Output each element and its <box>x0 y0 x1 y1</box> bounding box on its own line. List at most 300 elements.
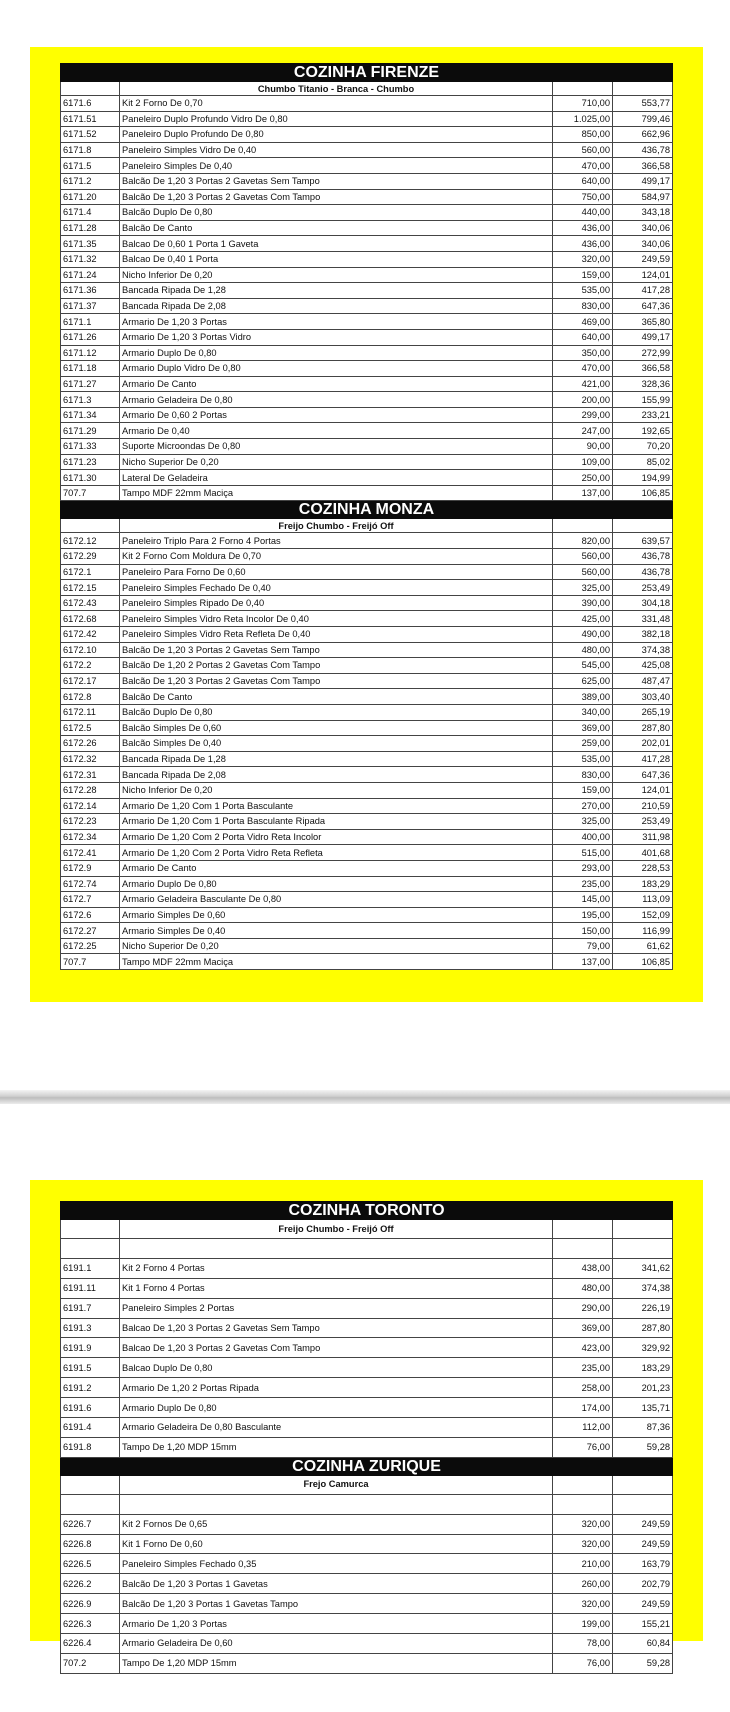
table-row <box>61 627 673 643</box>
price-value: 250,00 <box>553 470 613 486</box>
product-description: Balcão De 1,20 3 Portas 2 Gavetas Com Tampo <box>120 189 553 205</box>
product-description: Paneleiro Simples Fechado 0,35 <box>120 1554 553 1574</box>
price-value-alt: 799,46 <box>613 111 673 127</box>
price-value: 369,00 <box>553 720 613 736</box>
product-description: Armario De 1,20 3 Portas Vidro <box>120 329 553 345</box>
product-description: Tampo De 1,20 MDP 15mm <box>120 1437 553 1457</box>
product-code: 6226.9 <box>61 1594 120 1614</box>
price-value-alt: 124,01 <box>613 782 673 798</box>
product-code: 6172.14 <box>61 798 120 814</box>
price-value-alt: 584,97 <box>613 189 673 205</box>
table-row <box>61 876 673 892</box>
table-row <box>61 298 673 314</box>
price-value-alt: 417,28 <box>613 283 673 299</box>
table-row <box>61 173 673 189</box>
price-value: 560,00 <box>553 549 613 565</box>
price-value: 470,00 <box>553 361 613 377</box>
empty-cell <box>120 1494 553 1514</box>
product-description: Nicho Inferior De 0,20 <box>120 267 553 283</box>
price-value-alt: 60,84 <box>613 1634 673 1654</box>
product-description: Balcão Simples De 0,40 <box>120 736 553 752</box>
table-row <box>61 767 673 783</box>
table-row <box>61 658 673 674</box>
empty-cell <box>613 1475 673 1494</box>
product-description: Armario Geladeira De 0,80 Basculante <box>120 1418 553 1438</box>
price-value: 480,00 <box>553 642 613 658</box>
product-code: 6171.20 <box>61 189 120 205</box>
product-description: Armario Duplo De 0,80 <box>120 345 553 361</box>
price-value-alt: 249,59 <box>613 1514 673 1534</box>
product-description: Paneleiro Triplo Para 2 Forno 4 Portas <box>120 533 553 549</box>
price-value: 260,00 <box>553 1574 613 1594</box>
product-code: 6226.2 <box>61 1574 120 1594</box>
table-row <box>61 845 673 861</box>
table-row <box>61 1278 673 1298</box>
price-value: 90,00 <box>553 439 613 455</box>
table-row <box>61 782 673 798</box>
product-code: 6171.34 <box>61 407 120 423</box>
table-row <box>61 1318 673 1338</box>
section-title: COZINHA MONZA <box>61 501 673 519</box>
product-description: Armario De Canto <box>120 860 553 876</box>
price-value: 320,00 <box>553 1514 613 1534</box>
product-description: Balcão De 1,20 3 Portas 2 Gavetas Com Tampo <box>120 673 553 689</box>
table-row <box>61 127 673 143</box>
empty-cell <box>553 82 613 96</box>
product-code: 6172.23 <box>61 814 120 830</box>
price-value: 76,00 <box>553 1653 613 1673</box>
product-description: Armario Duplo De 0,80 <box>120 876 553 892</box>
price-value: 515,00 <box>553 845 613 861</box>
table-row <box>61 1594 673 1614</box>
price-value: 425,00 <box>553 611 613 627</box>
product-code: 6172.15 <box>61 580 120 596</box>
product-description: Kit 1 Forno De 0,60 <box>120 1534 553 1554</box>
price-value: 440,00 <box>553 205 613 221</box>
price-value: 78,00 <box>553 1634 613 1654</box>
table-row <box>61 1437 673 1457</box>
price-value: 560,00 <box>553 564 613 580</box>
price-value-alt: 116,99 <box>613 923 673 939</box>
product-code: 6171.1 <box>61 314 120 330</box>
table-row <box>61 907 673 923</box>
product-code: 6171.3 <box>61 392 120 408</box>
price-value: 235,00 <box>553 876 613 892</box>
product-code: 6172.29 <box>61 549 120 565</box>
product-description: Kit 2 Forno De 0,70 <box>120 96 553 112</box>
product-description: Balcao De 1,20 3 Portas 2 Gavetas Sem Tampo <box>120 1318 553 1338</box>
product-code: 6171.5 <box>61 158 120 174</box>
price-value-alt: 61,62 <box>613 938 673 954</box>
table-row <box>61 736 673 752</box>
empty-cell <box>613 82 673 96</box>
price-value-alt: 639,57 <box>613 533 673 549</box>
product-description: Armario De 0,60 2 Portas <box>120 407 553 423</box>
product-description: Balcão De Canto <box>120 220 553 236</box>
product-description: Armario De 1,20 Com 2 Porta Vidro Reta Refleta <box>120 845 553 861</box>
table-row <box>61 345 673 361</box>
price-value-alt: 553,77 <box>613 96 673 112</box>
table-row <box>61 642 673 658</box>
price-value-alt: 365,80 <box>613 314 673 330</box>
blank-row <box>61 1239 673 1259</box>
product-code: 6191.3 <box>61 1318 120 1338</box>
price-value: 320,00 <box>553 1534 613 1554</box>
empty-cell <box>120 1239 553 1259</box>
table-row <box>61 189 673 205</box>
table-row <box>61 314 673 330</box>
product-code: 6172.41 <box>61 845 120 861</box>
table-row <box>61 1358 673 1378</box>
price-value-alt: 113,09 <box>613 892 673 908</box>
price-value: 1.025,00 <box>553 111 613 127</box>
product-description: Balcao Duplo De 0,80 <box>120 1358 553 1378</box>
price-value-alt: 328,36 <box>613 376 673 392</box>
price-value: 750,00 <box>553 189 613 205</box>
product-code: 6191.11 <box>61 1278 120 1298</box>
product-description: Paneleiro Simples Vidro Reta Incolor De 0,40 <box>120 611 553 627</box>
table-row <box>61 1514 673 1534</box>
price-value-alt: 329,92 <box>613 1338 673 1358</box>
section-title-row <box>61 1457 673 1475</box>
table-row <box>61 392 673 408</box>
product-code: 6171.26 <box>61 329 120 345</box>
product-description: Kit 2 Forno 4 Portas <box>120 1258 553 1278</box>
price-value-alt: 59,28 <box>613 1653 673 1673</box>
table-row <box>61 860 673 876</box>
product-code: 6191.6 <box>61 1398 120 1418</box>
price-value: 421,00 <box>553 376 613 392</box>
table-row <box>61 96 673 112</box>
price-value-alt: 340,06 <box>613 236 673 252</box>
table-row <box>61 533 673 549</box>
table-row <box>61 954 673 970</box>
table-row <box>61 329 673 345</box>
price-value: 640,00 <box>553 173 613 189</box>
product-code: 6172.31 <box>61 767 120 783</box>
product-description: Paneleiro Simples 2 Portas <box>120 1298 553 1318</box>
product-code: 6171.52 <box>61 127 120 143</box>
empty-cell <box>613 519 673 533</box>
product-code: 6171.27 <box>61 376 120 392</box>
product-code: 6172.32 <box>61 751 120 767</box>
product-description: Armario De 1,20 Com 1 Porta Basculante Ripada <box>120 814 553 830</box>
price-value-alt: 366,58 <box>613 361 673 377</box>
product-code: 6171.12 <box>61 345 120 361</box>
product-description: Balcão De 1,20 3 Portas 2 Gavetas Sem Tampo <box>120 642 553 658</box>
product-description: Armario Geladeira De 0,80 <box>120 392 553 408</box>
price-value: 850,00 <box>553 127 613 143</box>
product-description: Nicho Superior De 0,20 <box>120 938 553 954</box>
product-description: Tampo MDF 22mm Maciça <box>120 485 553 501</box>
empty-cell <box>61 1239 120 1259</box>
product-code: 6171.28 <box>61 220 120 236</box>
blank-row <box>61 1494 673 1514</box>
product-code: 6172.27 <box>61 923 120 939</box>
price-value-alt: 341,62 <box>613 1258 673 1278</box>
product-description: Kit 2 Forno Com Moldura De 0,70 <box>120 549 553 565</box>
price-value: 200,00 <box>553 392 613 408</box>
product-description: Lateral De Geladeira <box>120 470 553 486</box>
empty-cell <box>613 1239 673 1259</box>
product-code: 6171.30 <box>61 470 120 486</box>
product-description: Armario De 1,20 3 Portas <box>120 314 553 330</box>
price-value: 710,00 <box>553 96 613 112</box>
table-row <box>61 407 673 423</box>
price-value: 210,00 <box>553 1554 613 1574</box>
product-description: Paneleiro Duplo Profundo De 0,80 <box>120 127 553 143</box>
product-code: 707.2 <box>61 1653 120 1673</box>
table-row <box>61 470 673 486</box>
product-code: 6172.43 <box>61 595 120 611</box>
table-row <box>61 267 673 283</box>
empty-cell <box>61 1475 120 1494</box>
price-value: 247,00 <box>553 423 613 439</box>
product-code: 6172.34 <box>61 829 120 845</box>
table-row <box>61 1338 673 1358</box>
product-description: Tampo De 1,20 MDP 15mm <box>120 1653 553 1673</box>
price-value: 159,00 <box>553 267 613 283</box>
table-row <box>61 283 673 299</box>
table-row <box>61 751 673 767</box>
price-value: 640,00 <box>553 329 613 345</box>
product-code: 6171.33 <box>61 439 120 455</box>
price-value: 270,00 <box>553 798 613 814</box>
table-row <box>61 1534 673 1554</box>
price-value: 389,00 <box>553 689 613 705</box>
empty-cell <box>553 1475 613 1494</box>
product-description: Nicho Inferior De 0,20 <box>120 782 553 798</box>
price-value-alt: 233,21 <box>613 407 673 423</box>
table-row <box>61 220 673 236</box>
price-value: 436,00 <box>553 220 613 236</box>
price-value-alt: 194,99 <box>613 470 673 486</box>
price-value: 469,00 <box>553 314 613 330</box>
product-code: 6191.8 <box>61 1437 120 1457</box>
product-description: Paneleiro Duplo Profundo Vidro De 0,80 <box>120 111 553 127</box>
product-code: 6226.7 <box>61 1514 120 1534</box>
product-description: Balcão Simples De 0,60 <box>120 720 553 736</box>
empty-cell <box>553 1494 613 1514</box>
product-code: 6191.2 <box>61 1378 120 1398</box>
price-value: 340,00 <box>553 704 613 720</box>
product-description: Paneleiro Simples Vidro Reta Refleta De 0,40 <box>120 627 553 643</box>
section-subtitle-row <box>61 1220 673 1239</box>
price-value-alt: 135,71 <box>613 1398 673 1418</box>
price-value: 545,00 <box>553 658 613 674</box>
price-value: 438,00 <box>553 1258 613 1278</box>
table-row <box>61 829 673 845</box>
table-row <box>61 454 673 470</box>
product-description: Armario Simples De 0,40 <box>120 923 553 939</box>
product-description: Balcão Duplo De 0,80 <box>120 704 553 720</box>
price-value: 76,00 <box>553 1437 613 1457</box>
table-row <box>61 1614 673 1634</box>
price-value-alt: 287,80 <box>613 1318 673 1338</box>
product-code: 6172.25 <box>61 938 120 954</box>
product-description: Armario De Canto <box>120 376 553 392</box>
table-row <box>61 564 673 580</box>
price-value-alt: 183,29 <box>613 876 673 892</box>
price-value-alt: 436,78 <box>613 564 673 580</box>
price-value-alt: 287,80 <box>613 720 673 736</box>
table-row <box>61 595 673 611</box>
catalog-page-2 <box>30 1180 703 1669</box>
table-row <box>61 236 673 252</box>
price-value-alt: 192,65 <box>613 423 673 439</box>
catalog-page-1 <box>30 47 703 1002</box>
product-description: Bancada Ripada De 1,28 <box>120 283 553 299</box>
product-code: 6171.23 <box>61 454 120 470</box>
price-value: 137,00 <box>553 954 613 970</box>
price-value-alt: 265,19 <box>613 704 673 720</box>
price-value-alt: 163,79 <box>613 1554 673 1574</box>
product-code: 6226.5 <box>61 1554 120 1574</box>
product-code: 6172.5 <box>61 720 120 736</box>
table-row <box>61 1634 673 1654</box>
price-value-alt: 417,28 <box>613 751 673 767</box>
price-value-alt: 202,79 <box>613 1574 673 1594</box>
table-row <box>61 1554 673 1574</box>
product-description: Bancada Ripada De 2,08 <box>120 767 553 783</box>
table-row <box>61 720 673 736</box>
price-value: 830,00 <box>553 767 613 783</box>
price-value-alt: 331,48 <box>613 611 673 627</box>
product-description: Tampo MDF 22mm Maciça <box>120 954 553 970</box>
product-code: 6171.37 <box>61 298 120 314</box>
price-value-alt: 343,18 <box>613 205 673 221</box>
price-value-alt: 70,20 <box>613 439 673 455</box>
price-value: 290,00 <box>553 1298 613 1318</box>
product-description: Armario De 0,40 <box>120 423 553 439</box>
section-title-row <box>61 64 673 82</box>
product-code: 6171.6 <box>61 96 120 112</box>
section-subtitle-row <box>61 82 673 96</box>
price-value: 535,00 <box>553 283 613 299</box>
product-description: Bancada Ripada De 1,28 <box>120 751 553 767</box>
product-code: 6172.9 <box>61 860 120 876</box>
product-code: 6172.17 <box>61 673 120 689</box>
product-description: Balcão De Canto <box>120 689 553 705</box>
price-value-alt: 382,18 <box>613 627 673 643</box>
product-code: 6172.10 <box>61 642 120 658</box>
table-row <box>61 205 673 221</box>
price-value-alt: 487,47 <box>613 673 673 689</box>
price-value-alt: 499,17 <box>613 173 673 189</box>
price-value: 436,00 <box>553 236 613 252</box>
product-code: 6171.29 <box>61 423 120 439</box>
product-code: 6226.8 <box>61 1534 120 1554</box>
product-description: Paneleiro Simples Fechado De 0,40 <box>120 580 553 596</box>
product-description: Balcão De 1,20 3 Portas 1 Gavetas Tampo <box>120 1594 553 1614</box>
price-value-alt: 374,38 <box>613 642 673 658</box>
product-code: 6172.74 <box>61 876 120 892</box>
product-description: Suporte Microondas De 0,80 <box>120 439 553 455</box>
price-value: 320,00 <box>553 1594 613 1614</box>
empty-cell <box>61 1494 120 1514</box>
product-code: 6172.68 <box>61 611 120 627</box>
section-title-row <box>61 501 673 519</box>
empty-cell <box>61 519 120 533</box>
table-row <box>61 439 673 455</box>
product-code: 6172.7 <box>61 892 120 908</box>
empty-cell <box>61 82 120 96</box>
price-value-alt: 155,21 <box>613 1614 673 1634</box>
price-value: 109,00 <box>553 454 613 470</box>
table-row <box>61 704 673 720</box>
product-code: 6171.2 <box>61 173 120 189</box>
product-code: 6172.1 <box>61 564 120 580</box>
product-description: Balcao De 0,40 1 Porta <box>120 251 553 267</box>
table-row <box>61 1258 673 1278</box>
table-row <box>61 1418 673 1438</box>
product-code: 6171.8 <box>61 142 120 158</box>
section-subtitle: Freijo Chumbo - Freijó Off <box>120 519 553 533</box>
product-description: Balcão De 1,20 3 Portas 2 Gavetas Sem Tampo <box>120 173 553 189</box>
table-row <box>61 1653 673 1673</box>
price-value-alt: 253,49 <box>613 580 673 596</box>
product-description: Nicho Superior De 0,20 <box>120 454 553 470</box>
product-code: 6171.35 <box>61 236 120 252</box>
table-row <box>61 611 673 627</box>
section-title: COZINHA TORONTO <box>61 1202 673 1220</box>
price-value-alt: 59,28 <box>613 1437 673 1457</box>
product-description: Paneleiro Simples De 0,40 <box>120 158 553 174</box>
price-value-alt: 85,02 <box>613 454 673 470</box>
price-value-alt: 662,96 <box>613 127 673 143</box>
product-description: Armario De 1,20 3 Portas <box>120 1614 553 1634</box>
price-value: 145,00 <box>553 892 613 908</box>
price-value: 535,00 <box>553 751 613 767</box>
product-description: Kit 2 Fornos De 0,65 <box>120 1514 553 1534</box>
price-value: 299,00 <box>553 407 613 423</box>
product-code: 6172.2 <box>61 658 120 674</box>
table-row <box>61 938 673 954</box>
product-description: Armario Simples De 0,60 <box>120 907 553 923</box>
price-value-alt: 436,78 <box>613 142 673 158</box>
price-value-alt: 272,99 <box>613 345 673 361</box>
price-value-alt: 106,85 <box>613 954 673 970</box>
price-value-alt: 183,29 <box>613 1358 673 1378</box>
product-code: 6172.12 <box>61 533 120 549</box>
product-description: Armario De 1,20 2 Portas Ripada <box>120 1378 553 1398</box>
table-row <box>61 361 673 377</box>
product-code: 6171.32 <box>61 251 120 267</box>
price-value-alt: 340,06 <box>613 220 673 236</box>
price-value-alt: 647,36 <box>613 767 673 783</box>
price-value-alt: 210,59 <box>613 798 673 814</box>
product-code: 707.7 <box>61 485 120 501</box>
price-value: 350,00 <box>553 345 613 361</box>
section-title: COZINHA ZURIQUE <box>61 1457 673 1475</box>
empty-cell <box>61 1220 120 1239</box>
price-value: 830,00 <box>553 298 613 314</box>
price-value: 470,00 <box>553 158 613 174</box>
price-value: 320,00 <box>553 251 613 267</box>
price-value: 490,00 <box>553 627 613 643</box>
empty-cell <box>553 1239 613 1259</box>
table-row <box>61 798 673 814</box>
product-code: 6226.3 <box>61 1614 120 1634</box>
product-description: Paneleiro Para Forno De 0,60 <box>120 564 553 580</box>
price-value: 137,00 <box>553 485 613 501</box>
product-description: Armario Duplo Vidro De 0,80 <box>120 361 553 377</box>
product-description: Armario De 1,20 Com 1 Porta Basculante <box>120 798 553 814</box>
price-value-alt: 499,17 <box>613 329 673 345</box>
price-value-alt: 366,58 <box>613 158 673 174</box>
price-value: 369,00 <box>553 1318 613 1338</box>
product-code: 707.7 <box>61 954 120 970</box>
